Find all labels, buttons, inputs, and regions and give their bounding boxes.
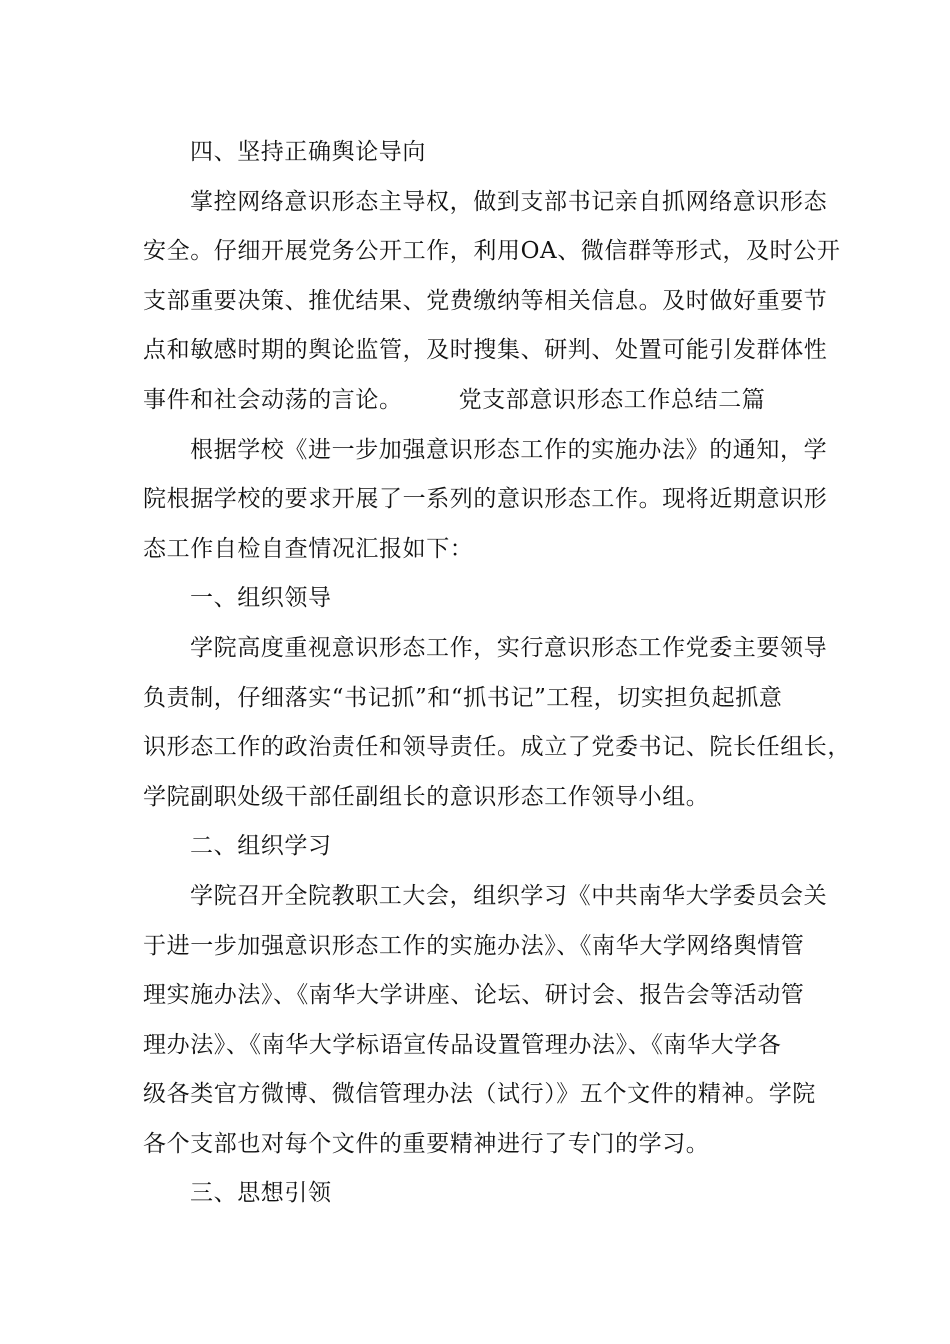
paragraph-line: 负责制，仔细落实“书记抓”和“抓书记”工程，切实担负起抓意 — [143, 684, 783, 711]
paragraph-line: 识形态工作的政治责任和领导责任。成立了党委书记、院长任组长， — [143, 734, 851, 761]
section-heading-2: 二、组织学习 — [190, 833, 332, 860]
paragraph-line: 学院召开全院教职工大会，组织学习《中共南华大学委员会关 — [190, 882, 828, 909]
section-heading-4: 四、坚持正确舆论导向 — [190, 139, 426, 165]
paragraph-line: 各个支部也对每个文件的重要精神进行了专门的学习。 — [143, 1130, 710, 1157]
paragraph-line-end: 事件和社会动荡的言论。 — [143, 386, 403, 413]
paragraph-line: 学院副职处级干部任副组长的意识形态工作领导小组。 — [143, 783, 710, 810]
paragraph-line-with-title — [143, 376, 823, 426]
paragraph-line: 理办法》、《南华大学标语宣传品设置管理办法》、《南华大学各 — [143, 1031, 782, 1058]
paragraph-line: 安全。仔细开展党务公开工作，利用OA、微信群等形式，及时公开 — [143, 238, 841, 265]
document-title: 党支部意识形态工作总结二篇 — [458, 386, 766, 413]
paragraph-line: 理实施办法》、《南华大学讲座、论坛、研讨会、报告会等活动管 — [143, 982, 805, 1009]
paragraph-line: 根据学校《进一步加强意识形态工作的实施办法》的通知，学 — [190, 436, 828, 463]
paragraph-line: 点和敏感时期的舆论监管，及时搜集、研判、处置可能引发群体性 — [143, 337, 828, 364]
paragraph-line: 态工作自检自查情况汇报如下： — [143, 535, 474, 562]
paragraph-line: 学院高度重视意识形态工作，实行意识形态工作党委主要领导 — [190, 634, 828, 661]
paragraph-line: 掌控网络意识形态主导权，做到支部书记亲自抓网络意识形态 — [190, 188, 828, 215]
section-heading-1: 一、组织领导 — [190, 585, 332, 612]
document-body — [143, 128, 851, 1219]
paragraph-line: 级各类官方微博、微信管理办法（试行）》五个文件的精神。学院 — [143, 1081, 816, 1108]
section-heading-3: 三、思想引领 — [190, 1180, 332, 1207]
paragraph-line: 支部重要决策、推优结果、党费缴纳等相关信息。及时做好重要节 — [143, 287, 828, 314]
paragraph-line: 于进一步加强意识形态工作的实施办法》、《南华大学网络舆情管 — [143, 932, 805, 959]
paragraph-line: 院根据学校的要求开展了一系列的意识形态工作。现将近期意识形 — [143, 486, 828, 513]
